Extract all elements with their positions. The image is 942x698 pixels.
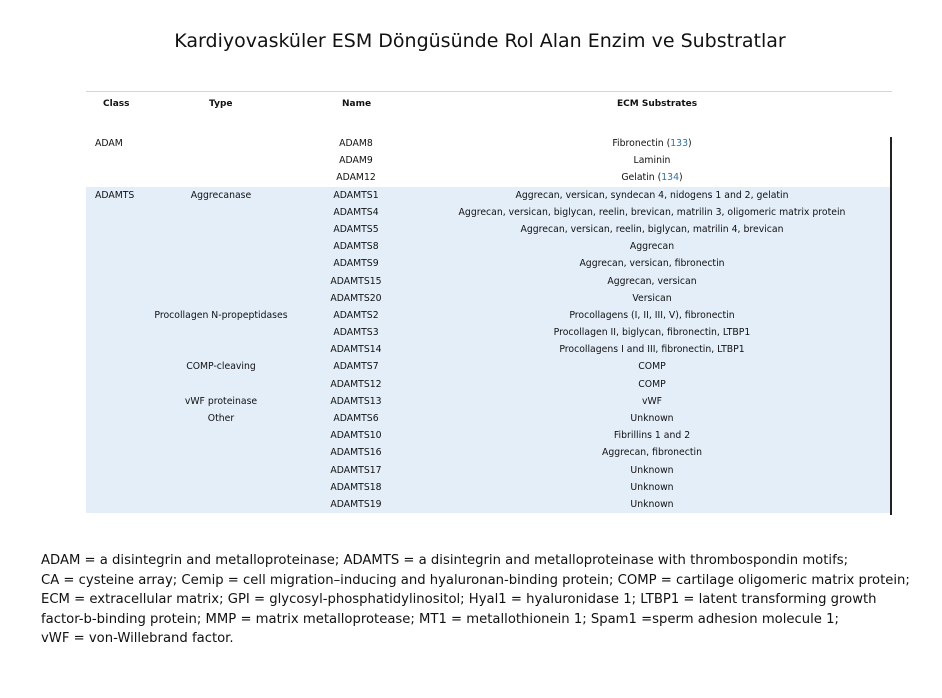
substrates-text: COMP [638, 378, 666, 390]
cell-substrates [559, 341, 744, 358]
cell-substrates [607, 273, 696, 290]
substrates-text: Aggrecan, versican, fibronectin [579, 258, 725, 270]
substrates-text: Aggrecan [629, 241, 675, 253]
table-row [86, 427, 892, 444]
table-row [86, 204, 892, 221]
footnote-line: vWF = von-Willebrand factor. [41, 631, 234, 647]
substrates-text: Unknown [630, 498, 674, 510]
substrates-text: Fibrillins 1 and 2 [613, 430, 691, 442]
substrates-text: Procollagen II, biglycan, fibronectin, LTBP1 [553, 327, 751, 339]
reference-link[interactable]: 133 [670, 138, 688, 149]
substrates-text: Gelatin ( [621, 172, 662, 184]
table-row [86, 410, 892, 427]
table-row [86, 444, 892, 461]
substrates-text: Aggrecan, fibronectin [601, 447, 703, 459]
cell-name: ADAMTS1 [333, 189, 379, 201]
cell-substrates [459, 204, 846, 221]
footnote-line: CA = cysteine array; Cemip = cell migration–inducing and hyaluronan-binding protein; COMP = cartilage oligomeric matrix protein; [41, 572, 910, 588]
substrates-text: Fibronectin ( [612, 138, 671, 149]
table-row [86, 307, 892, 324]
cell-name: ADAM9 [339, 155, 373, 167]
cell-substrates [630, 462, 673, 479]
substrates-text: Versican [632, 292, 672, 304]
substrates-tail: ) [679, 172, 683, 184]
cell-type: Other [207, 413, 235, 424]
cell-name: ADAMTS5 [333, 223, 379, 235]
substrates-text: Procollagens I and III, fibronectin, LTBP1 [559, 344, 745, 356]
table-row [86, 169, 892, 186]
cell-substrates [614, 427, 690, 444]
table-row [86, 187, 892, 204]
cell-class: ADAMTS [95, 189, 135, 201]
substrates-text: Procollagens (I, II, III, V), fibronectin [569, 309, 735, 321]
cell-substrates [602, 444, 702, 461]
header-type: Type [209, 99, 233, 109]
table-row [86, 290, 892, 307]
cell-name: ADAMTS14 [330, 344, 382, 356]
substrates-text: COMP [638, 361, 666, 373]
substrates-text: Laminin [633, 155, 671, 167]
cell-substrates [630, 479, 673, 496]
substrates-text: Aggrecan, versican, syndecan 4, nidogens 1 and 2, gelatin [515, 189, 789, 201]
cell-name: ADAMTS18 [330, 481, 382, 493]
cell-type: Procollagen N-propeptidases [154, 309, 288, 321]
substrates-text: Unknown [630, 413, 674, 424]
cell-name: ADAMTS7 [333, 361, 379, 373]
cell-name: ADAMTS4 [333, 206, 379, 218]
cell-substrates [638, 376, 665, 393]
cell-name: ADAMTS8 [333, 241, 379, 253]
cell-name: ADAMTS9 [333, 258, 379, 270]
cell-substrates [612, 135, 691, 152]
substrates-text: Aggrecan, versican, reelin, biglycan, matrilin 4, brevican [520, 223, 784, 235]
enzyme-substrate-table [86, 91, 892, 513]
table-row [86, 255, 892, 272]
table-row [86, 152, 892, 169]
cell-name: ADAMTS6 [333, 413, 379, 424]
cell-substrates [642, 393, 662, 410]
cell-substrates [569, 307, 734, 324]
cell-name: ADAMTS17 [330, 464, 382, 476]
cell-name: ADAMTS12 [330, 378, 382, 390]
cell-substrates [579, 255, 724, 272]
cell-name: ADAMTS10 [330, 430, 382, 442]
cell-name: ADAMTS2 [333, 309, 379, 321]
cell-substrates [554, 324, 751, 341]
table-row [86, 273, 892, 290]
cell-class: ADAM [95, 138, 123, 149]
header-name: Name [342, 99, 372, 109]
cell-name: ADAM8 [339, 138, 373, 149]
page-title: Kardiyovasküler ESM Döngüsünde Rol Alan Enzim ve Substratlar [174, 30, 786, 52]
cell-substrates [634, 152, 671, 169]
table-row [86, 358, 892, 375]
table-row [86, 462, 892, 479]
cell-substrates [632, 290, 671, 307]
footnote [41, 551, 921, 649]
substrates-text: Unknown [630, 464, 674, 476]
table-row [86, 221, 892, 238]
footnote-line: ECM = extracellular matrix; GPI = glycosyl-phosphatidylinositol; Hyal1 = hyaluronidase 1; LTBP1 = latent transforming growth [41, 592, 877, 608]
table-row [86, 479, 892, 496]
cell-name: ADAMTS3 [333, 327, 379, 339]
table-row [86, 341, 892, 358]
cell-substrates [621, 169, 682, 186]
substrates-text: Aggrecan, versican, biglycan, reelin, brevican, matrilin 3, oligomeric matrix protein [458, 206, 846, 218]
reference-link[interactable]: 134 [661, 172, 680, 184]
cell-name: ADAMTS20 [330, 292, 382, 304]
header-class: Class [103, 99, 130, 109]
cell-type: COMP-cleaving [186, 361, 256, 373]
cell-name: ADAM12 [336, 172, 376, 184]
substrates-tail: ) [688, 138, 692, 149]
table-body [86, 135, 892, 513]
cell-name: ADAMTS19 [330, 498, 382, 510]
cell-substrates [630, 238, 674, 255]
substrates-text: Aggrecan, versican [607, 275, 697, 287]
table-row [86, 376, 892, 393]
cell-name: ADAMTS16 [330, 447, 382, 459]
table-header [86, 91, 892, 120]
cell-name: ADAMTS15 [330, 275, 382, 287]
table-row [86, 324, 892, 341]
cell-substrates [630, 410, 673, 427]
cell-substrates [515, 187, 788, 204]
cell-substrates [630, 496, 673, 513]
cell-type: vWF proteinase [184, 395, 258, 407]
substrates-text: Unknown [630, 481, 674, 493]
cell-type: Aggrecanase [190, 189, 252, 201]
table-row [86, 496, 892, 513]
cell-name: ADAMTS13 [330, 395, 382, 407]
header-substrates: ECM Substrates [617, 99, 698, 109]
footnote-line: factor-b-binding protein; MMP = matrix metalloprotease; MT1 = metallothionein 1; Spam1 =sperm adhesion molecule 1; [41, 611, 839, 627]
cell-substrates [638, 358, 665, 375]
table-row [86, 238, 892, 255]
substrates-text: vWF [641, 395, 663, 407]
footnote-line: ADAM = a disintegrin and metalloproteinase; ADAMTS = a disintegrin and metalloproteinase with thrombospondin motifs; [41, 553, 849, 568]
table-right-border [890, 137, 892, 515]
table-row [86, 393, 892, 410]
table-row [86, 135, 892, 152]
cell-substrates [521, 221, 784, 238]
